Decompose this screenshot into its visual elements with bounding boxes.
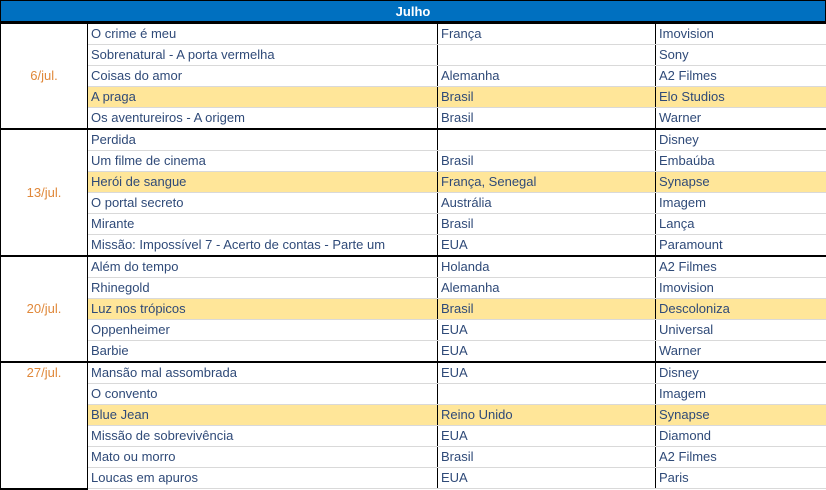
distributor-cell[interactable]: Imagem (656, 193, 826, 214)
distributor-cell[interactable]: Imovision (656, 278, 826, 299)
movie-title-cell[interactable]: Barbie (88, 341, 438, 363)
movie-title-cell[interactable]: Um filme de cinema (88, 151, 438, 172)
movie-title-cell[interactable]: Mirante (88, 214, 438, 235)
movie-title-cell[interactable]: O convento (88, 384, 438, 405)
country-cell[interactable]: Austrália (438, 193, 656, 214)
table-row (1, 172, 826, 193)
distributor-cell[interactable]: Embaúba (656, 151, 826, 172)
distributor-cell[interactable]: Synapse (656, 405, 826, 426)
movie-title-cell[interactable]: Missão de sobrevivência (88, 426, 438, 447)
distributor-cell[interactable]: Warner (656, 341, 826, 363)
distributor-cell[interactable]: Sony (656, 45, 826, 66)
distributor-cell[interactable]: Warner (656, 108, 826, 130)
month-title[interactable]: Julho (0, 0, 826, 22)
country-cell[interactable] (438, 384, 656, 405)
country-cell[interactable] (438, 129, 656, 151)
table-row (1, 45, 826, 66)
country-cell[interactable]: Brasil (438, 151, 656, 172)
release-table-body (1, 23, 826, 489)
table-row (1, 193, 826, 214)
movie-title-cell[interactable]: Loucas em apuros (88, 468, 438, 489)
movie-title-cell[interactable]: Blue Jean (88, 405, 438, 426)
table-row (1, 362, 826, 384)
movie-title-cell[interactable]: Além do tempo (88, 256, 438, 278)
country-cell[interactable]: França (438, 23, 656, 45)
country-cell[interactable]: Holanda (438, 256, 656, 278)
country-cell[interactable]: Brasil (438, 299, 656, 320)
table-row (1, 341, 826, 363)
week-date-cell[interactable]: 6/jul. (1, 23, 88, 129)
week-date-cell[interactable]: 27/jul. (1, 362, 88, 489)
table-row (1, 108, 826, 130)
movie-title-cell[interactable]: Luz nos trópicos (88, 299, 438, 320)
country-cell[interactable]: EUA (438, 320, 656, 341)
movie-title-cell[interactable]: Sobrenatural - A porta vermelha (88, 45, 438, 66)
distributor-cell[interactable]: Descoloniza (656, 299, 826, 320)
movie-title-cell[interactable]: Herói de sangue (88, 172, 438, 193)
table-row (1, 66, 826, 87)
distributor-cell[interactable]: Paramount (656, 235, 826, 257)
distributor-cell[interactable]: Elo Studios (656, 87, 826, 108)
table-row (1, 426, 826, 447)
distributor-cell[interactable]: Diamond (656, 426, 826, 447)
country-cell[interactable]: Alemanha (438, 66, 656, 87)
table-row (1, 214, 826, 235)
movie-title-cell[interactable]: O crime é meu (88, 23, 438, 45)
country-cell[interactable]: Brasil (438, 447, 656, 468)
distributor-cell[interactable]: A2 Filmes (656, 66, 826, 87)
distributor-cell[interactable]: Disney (656, 362, 826, 384)
table-row (1, 447, 826, 468)
distributor-cell[interactable]: Synapse (656, 172, 826, 193)
country-cell[interactable]: França, Senegal (438, 172, 656, 193)
country-cell[interactable]: Brasil (438, 87, 656, 108)
table-row (1, 384, 826, 405)
movie-title-cell[interactable]: Mato ou morro (88, 447, 438, 468)
distributor-cell[interactable]: Lança (656, 214, 826, 235)
table-row (1, 23, 826, 45)
movie-title-cell[interactable]: Perdida (88, 129, 438, 151)
distributor-cell[interactable]: Imagem (656, 384, 826, 405)
country-cell[interactable]: Reino Unido (438, 405, 656, 426)
country-cell[interactable]: Brasil (438, 214, 656, 235)
distributor-cell[interactable]: Paris (656, 468, 826, 489)
distributor-cell[interactable]: Universal (656, 320, 826, 341)
country-cell[interactable]: Brasil (438, 108, 656, 130)
week-date-cell[interactable]: 13/jul. (1, 129, 88, 256)
movie-title-cell[interactable]: Rhinegold (88, 278, 438, 299)
movie-title-cell[interactable]: Oppenheimer (88, 320, 438, 341)
country-cell[interactable]: EUA (438, 341, 656, 363)
distributor-cell[interactable]: Imovision (656, 23, 826, 45)
movie-title-cell[interactable]: O portal secreto (88, 193, 438, 214)
country-cell[interactable]: Alemanha (438, 278, 656, 299)
table-row (1, 256, 826, 278)
movie-title-cell[interactable]: A praga (88, 87, 438, 108)
table-row (1, 320, 826, 341)
table-row (1, 278, 826, 299)
distributor-cell[interactable]: A2 Filmes (656, 447, 826, 468)
country-cell[interactable]: EUA (438, 468, 656, 489)
distributor-cell[interactable]: A2 Filmes (656, 256, 826, 278)
week-date-cell[interactable]: 20/jul. (1, 256, 88, 362)
country-cell[interactable]: EUA (438, 362, 656, 384)
movie-title-cell[interactable]: Missão: Impossível 7 - Acerto de contas - Parte um (88, 235, 438, 257)
table-row (1, 151, 826, 172)
table-row (1, 235, 826, 257)
table-row (1, 87, 826, 108)
country-cell[interactable] (438, 45, 656, 66)
release-table (0, 22, 826, 490)
movie-title-cell[interactable]: Mansão mal assombrada (88, 362, 438, 384)
movie-title-cell[interactable]: Coisas do amor (88, 66, 438, 87)
table-row (1, 468, 826, 489)
movie-title-cell[interactable]: Os aventureiros - A origem (88, 108, 438, 130)
distributor-cell[interactable]: Disney (656, 129, 826, 151)
country-cell[interactable]: EUA (438, 426, 656, 447)
country-cell[interactable]: EUA (438, 235, 656, 257)
table-row (1, 129, 826, 151)
table-row (1, 299, 826, 320)
table-row (1, 405, 826, 426)
